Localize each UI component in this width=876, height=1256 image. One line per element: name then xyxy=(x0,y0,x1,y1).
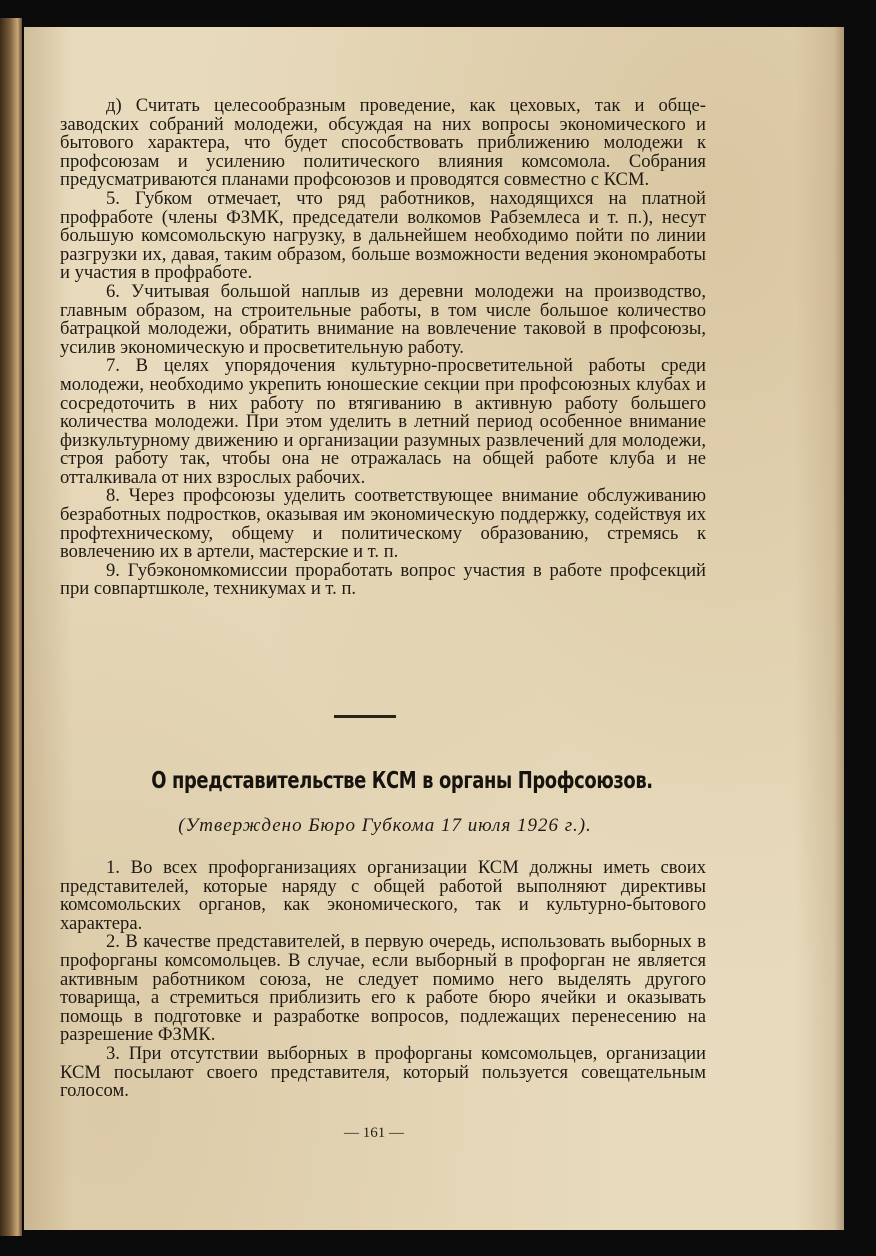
section-1-text xyxy=(60,97,706,599)
section-2-subtitle: (Утверждено Бюро Губкома 17 июля 1926 г.). xyxy=(178,815,592,836)
paragraph-2-1: 1. Во всех профорганизациях организации КСМ должны иметь своих представителей, которые наряду с общей работой выполняют директивы комсомольских органов, как экономического, так и культурно-бытового характера. xyxy=(60,857,706,934)
document-page xyxy=(24,27,844,1230)
section-divider xyxy=(334,715,396,718)
paragraph-5: 5. Губком отмечает, что ряд работников, находящихся на платной профработе (члены ФЗМК, председатели волкомов Рабземлеса и т. п.), несут большую комсомольскую нагрузку, в дальнейшем необходимо пойти по линии разгрузки их, давая, таким образом, больше возможности ведения экономработы и участия в профработе. xyxy=(60,187,706,284)
paragraph-2-2: 2. В качестве представителей, в первую очередь, использовать выборных в профорганы комсомольцев. В случае, если выборный в профорган не является активным работником союза, не следует помимо него выделять другого товарища, а стремиться приблизить его к работе бюро ячейки и оказывать помощь в подготовке и разработке вопросов, подлежащих перенесению на разрешение ФЗМК. xyxy=(60,931,706,1046)
paragraph-d: д) Считать целесообразным проведение, как цеховых, так и обще-заводских собраний молодежи, обсуждая на них вопросы экономического и бытового характера, что будет способствовать приближению молодежи к профсоюзам и усилению политического влияния комсомола. Собрания предусматриваются планами профсоюзов и проводятся совместно с КСМ. xyxy=(60,95,706,191)
paragraph-9: 9. Губэкономкомиссии проработать вопрос участия в работе профсекций при совпартшколе, техникумах и т. п. xyxy=(60,559,706,600)
previous-page-edge xyxy=(0,18,22,1236)
paragraph-7: 7. В целях упорядочения культурно-просветительной работы среди молодежи, необходимо укрепить юношеские секции при профсоюзных клубах и сосредоточить в них работу по втягиванию в активную работу большего количества молодежи. При этом уделить в летний период особенное внимание физкультурному движению и организации разумных развлечений для молодежи, строя работу так, чтобы она не отражалась на общей работе клуба и не отталкивала от них взрослых рабочих. xyxy=(60,355,706,488)
paragraph-2-3: 3. При отсутствии выборных в профорганы комсомольцев, организации КСМ посылают своего представителя, который пользуется совещательным голосом. xyxy=(60,1042,706,1102)
page-number: — 161 — xyxy=(344,1125,404,1141)
page-edge-shadow xyxy=(834,27,844,1230)
paragraph-8: 8. Через профсоюзы уделить соответствующее внимание обслуживанию безработных подростков, оказывая им экономическую поддержку, содействуя их профтехническому, общему и политическому образованию, стремясь к вовлечению их в артели, мастерские и т. п. xyxy=(60,485,706,563)
section-2-title: О представительстве КСМ в органы Профсоюзов. xyxy=(151,768,653,794)
section-2-text xyxy=(60,859,706,1101)
paragraph-6: 6. Учитывая большой наплыв из деревни молодежи на производство, главным образом, на строительные работы, в том числе большое количество батрацкой молодежи, обратить внимание на вовлечение таковой в профсоюзы, усилив экономическую и просветительную работу. xyxy=(60,280,706,358)
